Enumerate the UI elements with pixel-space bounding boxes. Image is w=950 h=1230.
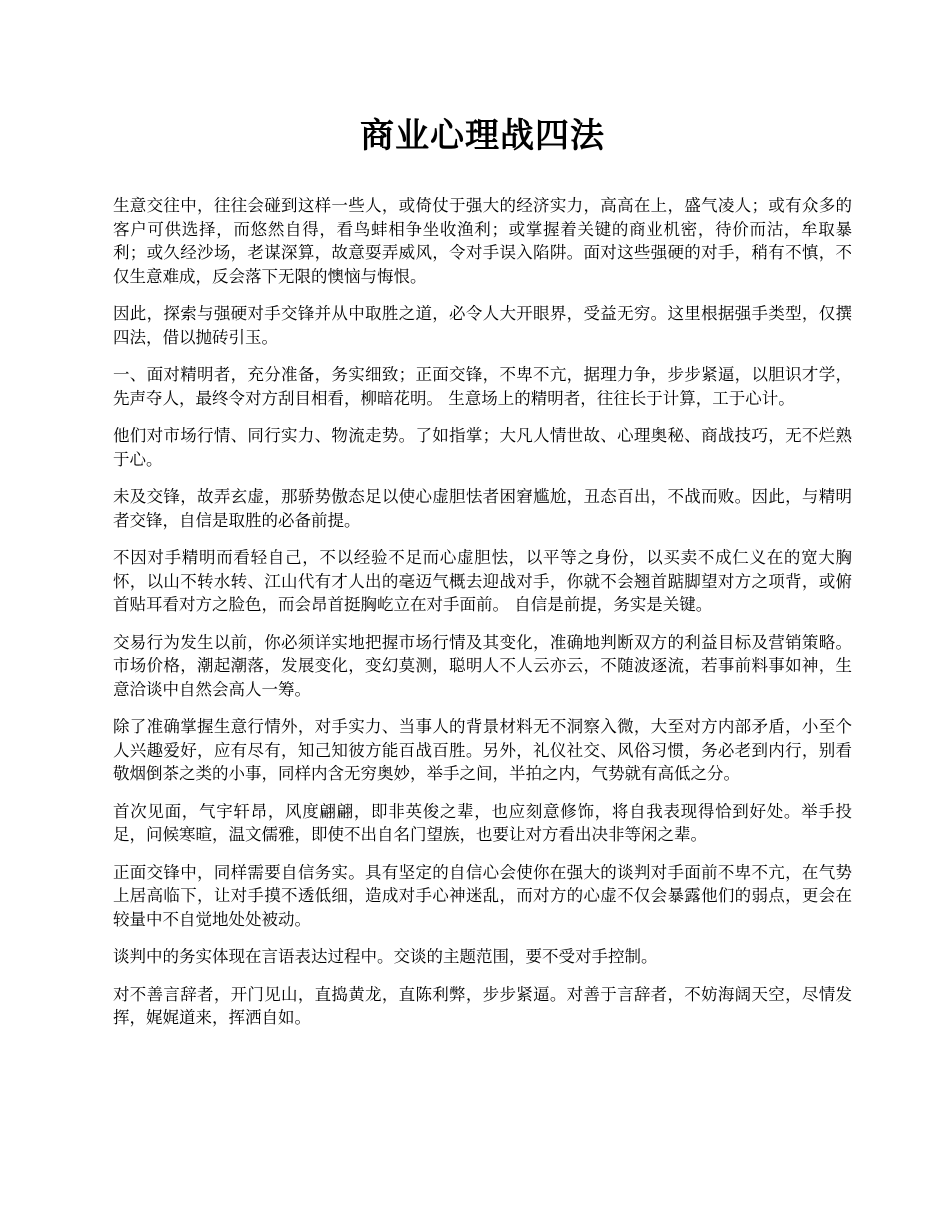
paragraph: 他们对市场行情、同行实力、物流走势。了如指掌；大凡人情世故、心理奥秘、商战技巧，无不烂熟于心。 [113, 426, 852, 469]
paragraph: 首次见面，气宇轩昂，风度翩翩，即非英俊之辈，也应刻意修饰，将自我表现得恰到好处。举手投足，问候寒暄，温文儒雅，即使不出自名门望族，也要让对方看出决非等闲之辈。 [113, 801, 852, 844]
paragraph: 对不善言辞者，开门见山，直捣黄龙，直陈利弊，步步紧逼。对善于言辞者，不妨海阔天空，尽情发挥，娓娓道来，挥洒自如。 [113, 984, 852, 1027]
paragraph: 因此，探索与强硬对手交锋并从中取胜之道，必令人大开眼界，受益无穷。这里根据强手类型，仅撰四法，借以抛砖引玉。 [113, 304, 852, 347]
paragraph: 正面交锋中，同样需要自信务实。具有坚定的自信心会使你在强大的谈判对手面前不卑不亢，在气势上居高临下，让对手摸不透低细，造成对手心神迷乱，而对方的心虚不仅会暴露他们的弱点，更会在较量中不自觉地处处被动。 [113, 862, 852, 929]
paragraph: 一、面对精明者，充分准备，务实细致；正面交锋，不卑不亢，据理力争，步步紧逼，以胆识才学，先声夺人，最终令对方刮目相看，柳暗花明。 生意场上的精明者，往往长于计算，工于心计。 [113, 365, 852, 408]
paragraph: 未及交锋，故弄玄虚，那骄势傲态足以使心虚胆怯者困窘尴尬，丑态百出，不战而败。因此，与精明者交锋，自信是取胜的必备前提。 [113, 487, 852, 530]
document-title: 商业心理战四法 [360, 116, 605, 156]
paragraph: 除了准确掌握生意行情外，对手实力、当事人的背景材料无不洞察入微，大至对方内部矛盾，小至个人兴趣爱好，应有尽有，知己知彼方能百战百胜。另外，礼仪社交、风俗习惯，务必老到内行，别看敬烟倒茶之类的小事，同样内含无穷奥妙，举手之间，半拍之内，气势就有高低之分。 [113, 717, 852, 783]
paragraph: 谈判中的务实体现在言语表达过程中。交谈的主题范围，要不受对手控制。 [113, 947, 658, 966]
paragraph: 生意交往中，往往会碰到这样一些人，或倚仗于强大的经济实力，高高在上，盛气凌人；或有众多的客户可供选择，而悠然自得，看鸟蚌相争坐收渔利；或掌握着关键的商业机密，待价而沽，牟取暴利；或久经沙场，老谋深算，故意耍弄威风，令对手误入陷阱。面对这些强硬的对手，稍有不慎，不仅生意难成，反会落下无限的懊恼与悔恨。 [113, 196, 852, 286]
paragraph: 不因对手精明而看轻自己，不以经验不足而心虚胆怯，以平等之身份，以买卖不成仁义在的宽大胸怀，以山不转水转、江山代有才人出的毫迈气概去迎战对手，你就不会翘首踮脚望对方之项背，或俯首贴耳看对方之脸色，而会昂首挺胸屹立在对手面前。 自信是前提，务实是关键。 [113, 548, 852, 614]
paragraph: 交易行为发生以前，你必须详实地把握市场行情及其变化，准确地判断双方的利益目标及营销策略。市场价格，潮起潮落，发展变化，变幻莫测，聪明人不人云亦云，不随波逐流，若事前料事如神，生意洽谈中自然会高人一筹。 [113, 632, 852, 699]
